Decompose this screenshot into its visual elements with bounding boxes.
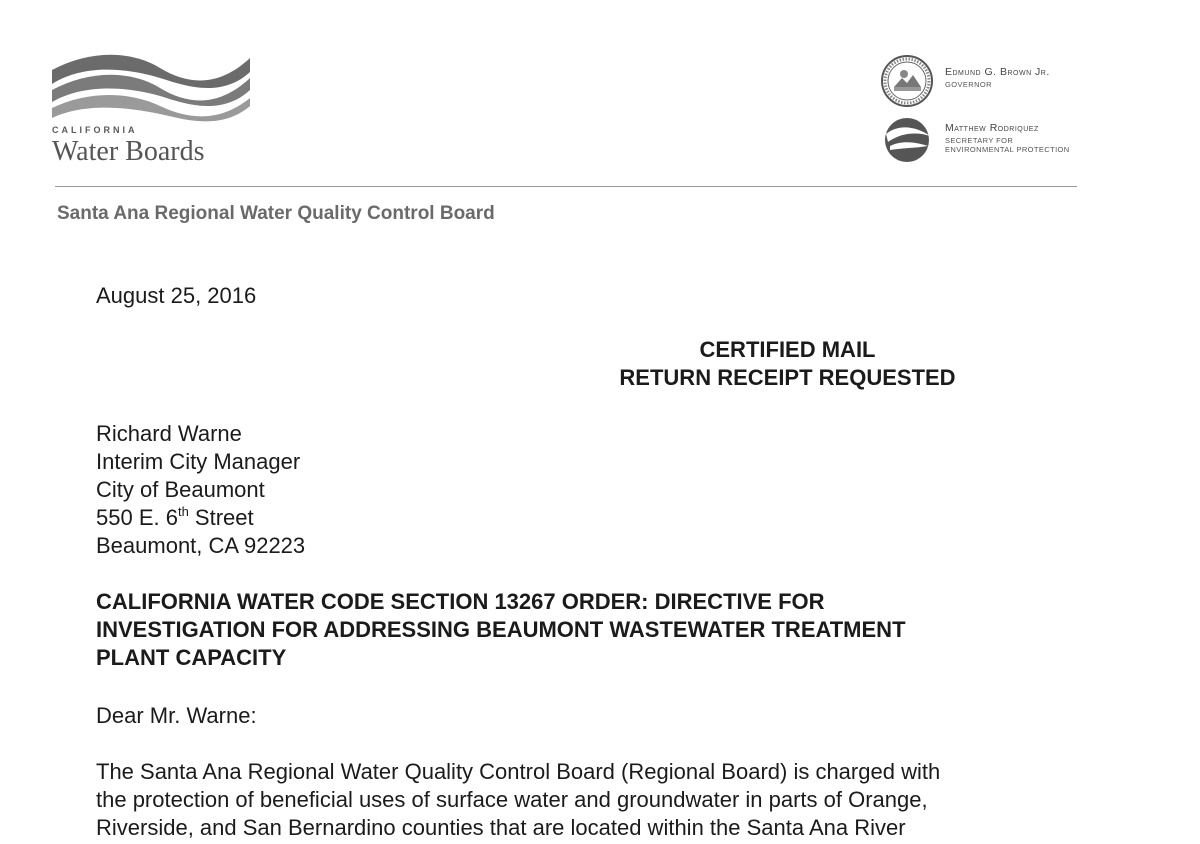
return-receipt-line: RETURN RECEIPT REQUESTED [619, 365, 956, 390]
governor-title: GOVERNOR [945, 80, 992, 89]
street-ordinal-suffix: th [177, 504, 189, 519]
california-seal-icon [880, 54, 934, 108]
letterhead-divider [55, 186, 1077, 187]
recipient-address [96, 420, 305, 560]
secretary-title-line1: SECRETARY FOR [945, 136, 1014, 145]
water-boards-waves-logo-icon [50, 48, 255, 130]
logo-state-text: CALIFORNIA [52, 125, 138, 135]
subject-line: INVESTIGATION FOR ADDRESSING BEAUMONT WASTEWATER TREATMENT [96, 617, 906, 642]
recipient-street [96, 504, 305, 532]
secretary-name: Matthew Rodriquez [945, 122, 1039, 134]
recipient-city-line: Beaumont, CA 92223 [96, 533, 306, 558]
letter-date: August 25, 2016 [96, 283, 257, 308]
certified-mail-line: CERTIFIED MAIL [699, 337, 876, 362]
logo-name-text: Water Boards [52, 136, 205, 167]
calepa-logo-icon [880, 116, 934, 164]
street-name: Street [188, 505, 254, 530]
body-line: The Santa Ana Regional Water Quality Control Board (Regional Board) is charged with [96, 759, 941, 784]
body-line: the protection of beneficial uses of surface water and groundwater in parts of Orange, [96, 787, 928, 812]
street-number: 550 E. 6 [96, 505, 178, 530]
salutation: Dear Mr. Warne: [96, 703, 257, 728]
subject-line: CALIFORNIA WATER CODE SECTION 13267 ORDER: DIRECTIVE FOR [96, 589, 825, 614]
recipient-name: Richard Warne [96, 421, 242, 446]
governor-name: Edmund G. Brown Jr. [945, 66, 1050, 78]
subject-line: PLANT CAPACITY [96, 645, 287, 670]
board-name: Santa Ana Regional Water Quality Control Board [57, 203, 495, 224]
recipient-title: Interim City Manager [96, 449, 301, 474]
secretary-title-line2: ENVIRONMENTAL PROTECTION [945, 145, 1070, 154]
body-paragraph [96, 758, 940, 842]
subject-block [96, 588, 906, 672]
recipient-organization: City of Beaumont [96, 477, 265, 502]
body-line: Riverside, and San Bernardino counties that are located within the Santa Ana River [96, 815, 906, 840]
